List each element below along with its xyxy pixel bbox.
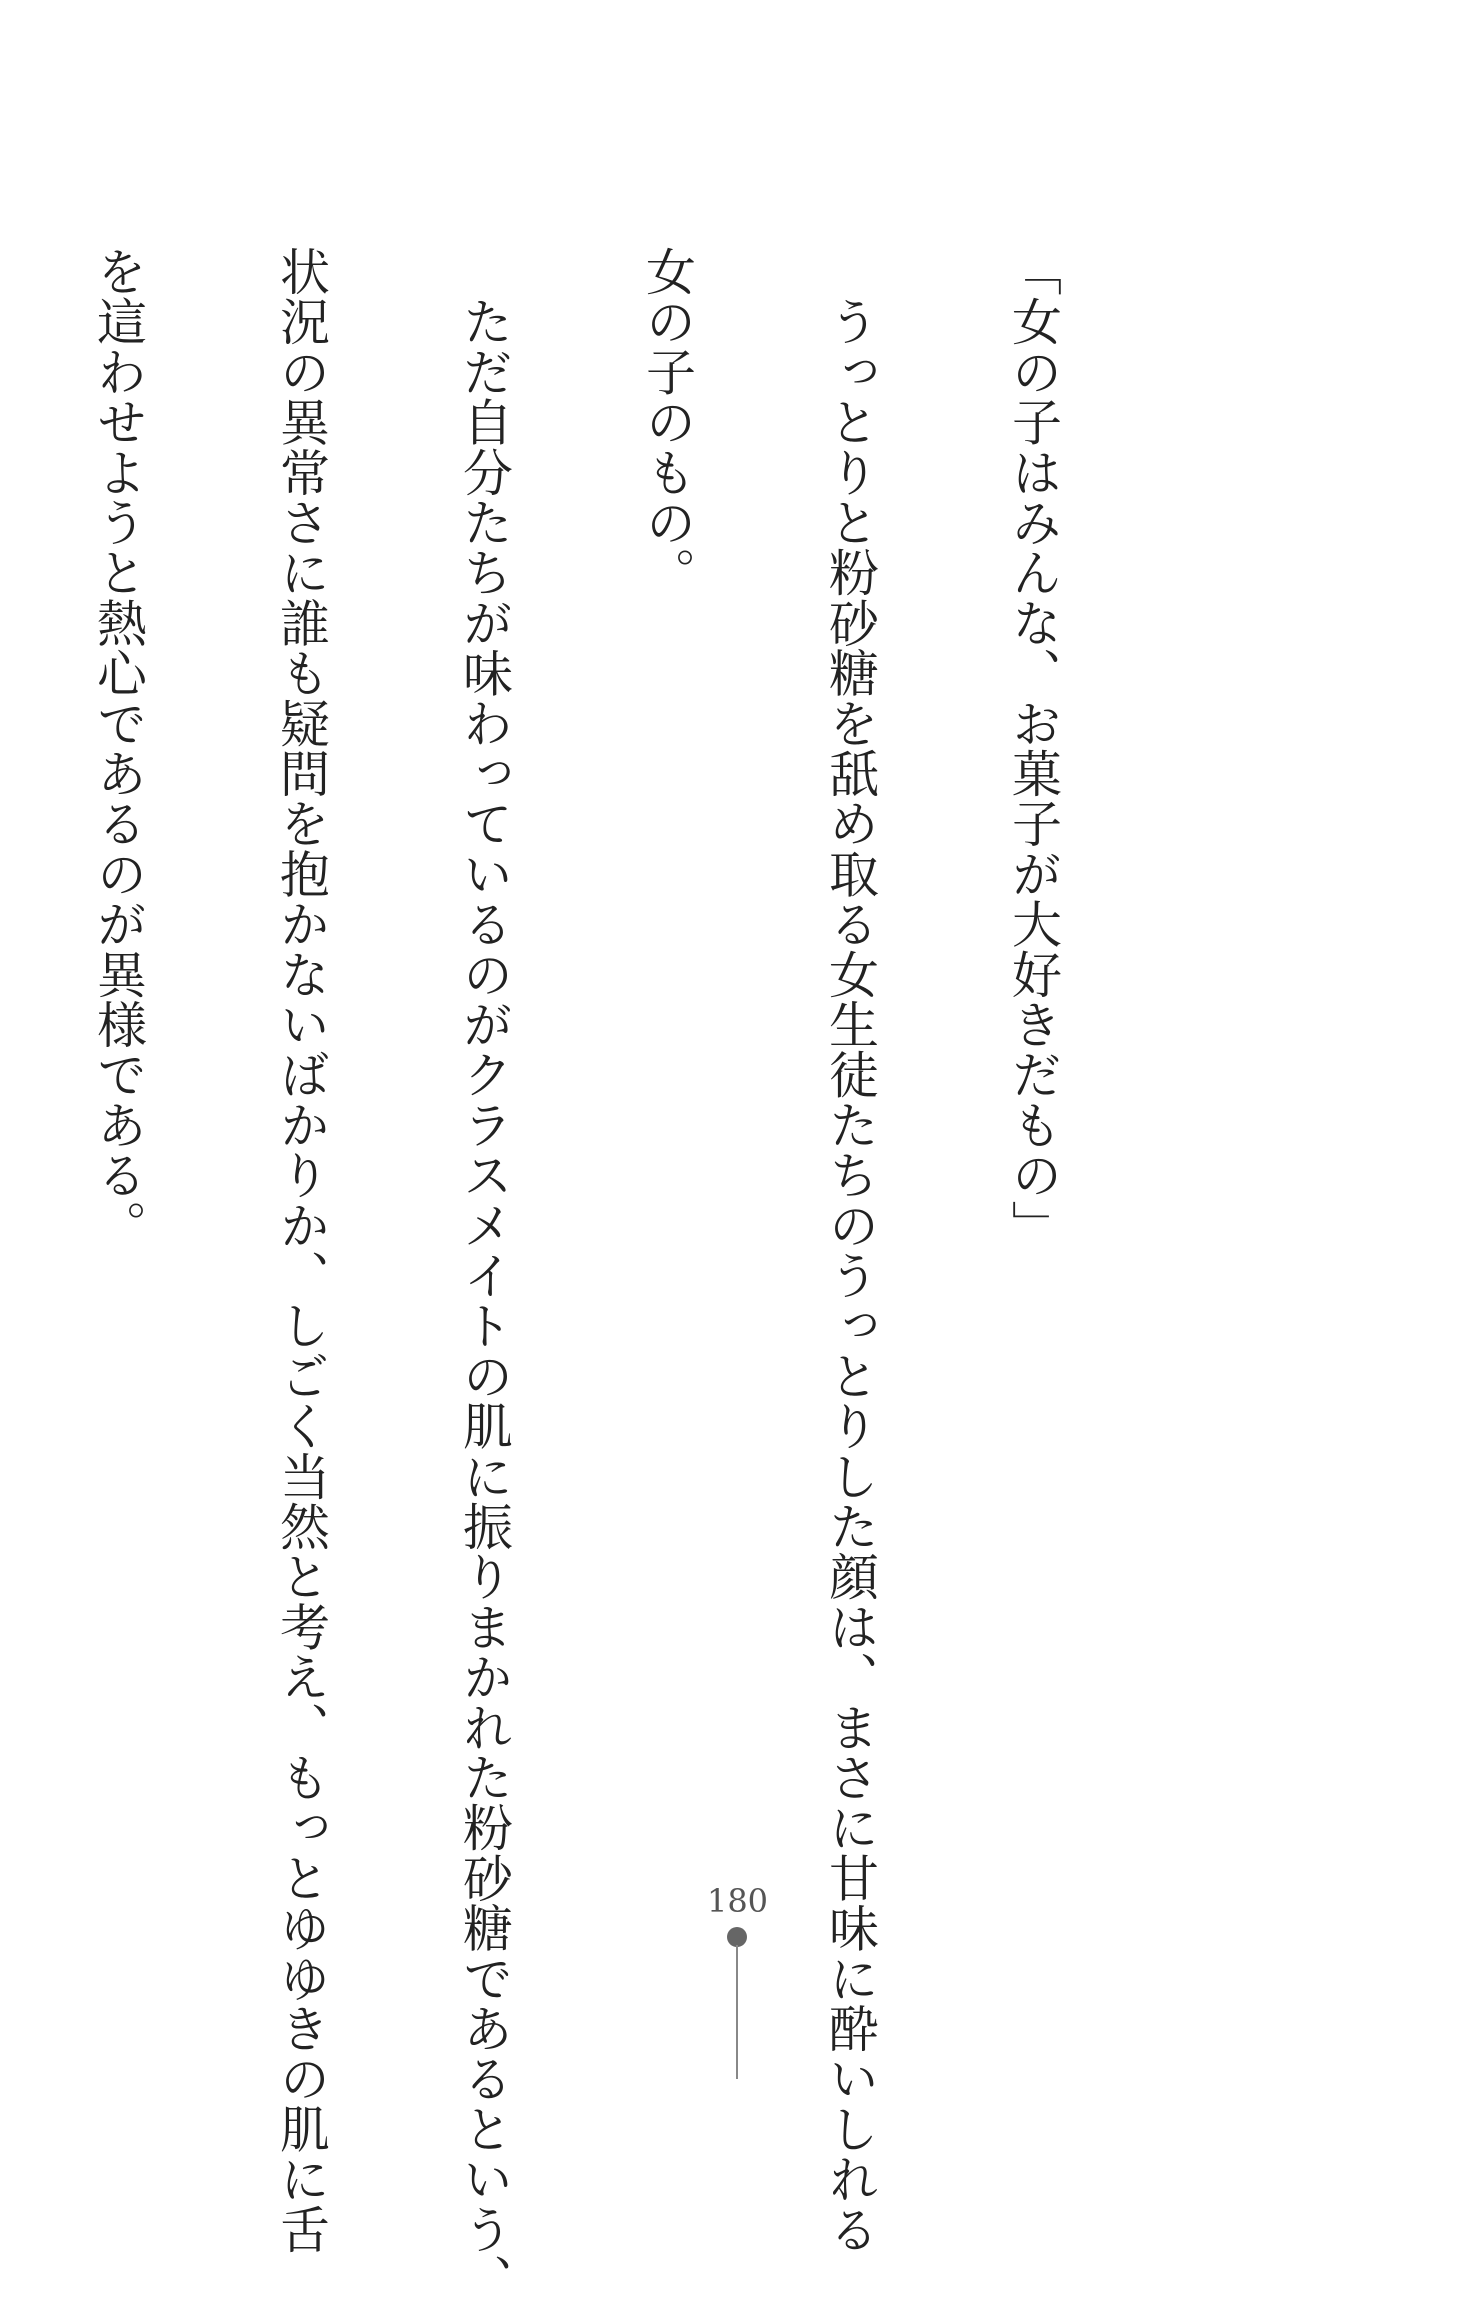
page-marker-dot [727,1927,747,1947]
text-line: ただ自分たちが味わっているのがクラスメイトの肌に振りまかれた粉砂糖であるという、 [455,246,513,2304]
page-marker-line [736,1945,738,2079]
page-number: 180 [706,1882,769,1920]
text-line: 状況の異常さに誰も疑問を抱かないばかりか、しごく当然と考え、もっとゆゆきの肌に舌 [272,246,330,2254]
text-line: 「女の子はみんな、お菓子が大好きだもの」 [1004,246,1062,1250]
text-line: を這わせようと熱心であるのが異様である。 [89,246,147,1250]
text-line: 女の子のもの。 [638,246,696,598]
text-line: うっとりと粉砂糖を舐め取る女生徒たちのうっとりした顔は、まさに甘味に酔いしれる [821,246,879,2254]
